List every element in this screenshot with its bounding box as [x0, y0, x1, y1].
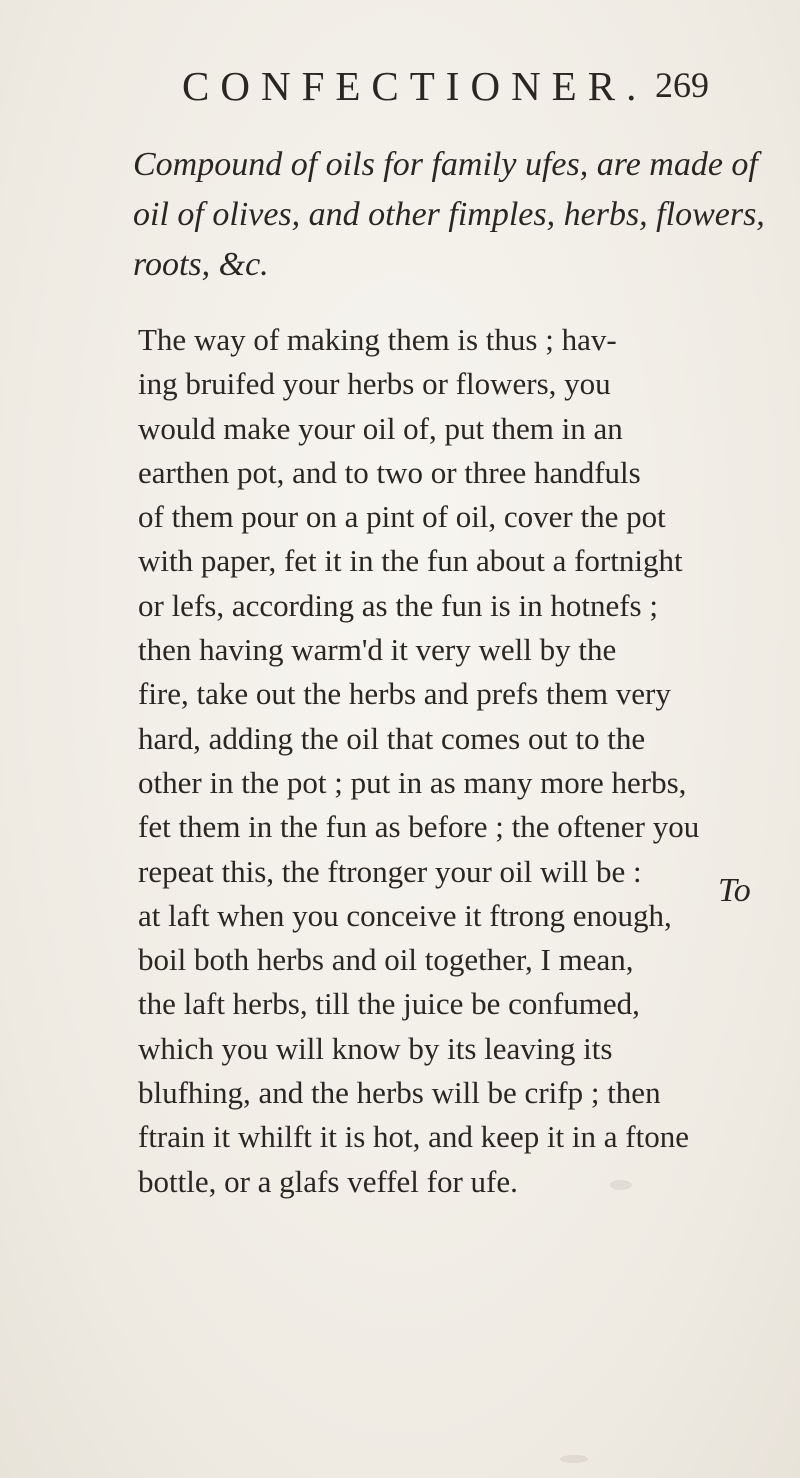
section-heading	[133, 140, 773, 290]
body-line: bottle, or a glafs veffel for ufe.	[138, 1163, 518, 1199]
catchword: To	[718, 872, 751, 909]
body-line: of them pour on a pint of oil, cover the pot	[138, 499, 666, 535]
body-line: earthen pot, and to two or three handfuls	[138, 454, 641, 490]
page-number: 269	[655, 65, 709, 105]
body-line: then having warm'd it very well by the	[138, 632, 617, 668]
body-line: would make your oil of, put them in an	[138, 410, 623, 446]
heading-line: roots, &c.	[133, 246, 269, 283]
body-line: which you will know by its leaving its	[138, 1030, 613, 1066]
body-line: boil both herbs and oil together, I mean,	[138, 942, 634, 978]
body-line: fire, take out the herbs and prefs them very	[138, 676, 671, 712]
body-line: other in the pot ; put in as many more herbs,	[138, 764, 687, 800]
body-line: or lefs, according as the fun is in hotnefs ;	[138, 587, 658, 623]
body-line: fet them in the fun as before ; the oftener you	[138, 809, 700, 845]
body-line: ftrain it whilft it is hot, and keep it in a ftone	[138, 1119, 689, 1155]
heading-line: oil of olives, and other fimples, herbs, flowers,	[133, 196, 765, 233]
body-line: hard, adding the oil that comes out to the	[138, 720, 646, 756]
body-line: repeat this, the ftronger your oil will be :	[138, 853, 642, 889]
body-line: with paper, fet it in the fun about a fortnight	[138, 543, 683, 579]
paper-stain	[560, 1455, 588, 1463]
body-line: blufhing, and the herbs will be crifp ; then	[138, 1075, 661, 1111]
running-head: CONFECTIONER.	[182, 63, 648, 109]
heading-line: Compound of oils for family ufes, are made of	[133, 146, 758, 183]
body-line: the laft herbs, till the juice be confumed,	[138, 986, 640, 1022]
body-line: at laft when you conceive it ftrong enough,	[138, 897, 672, 933]
body-line: ing bruifed your herbs or flowers, you	[138, 366, 611, 402]
body-paragraph	[138, 318, 778, 1204]
body-line: The way of making them is thus ; hav-	[138, 322, 617, 357]
